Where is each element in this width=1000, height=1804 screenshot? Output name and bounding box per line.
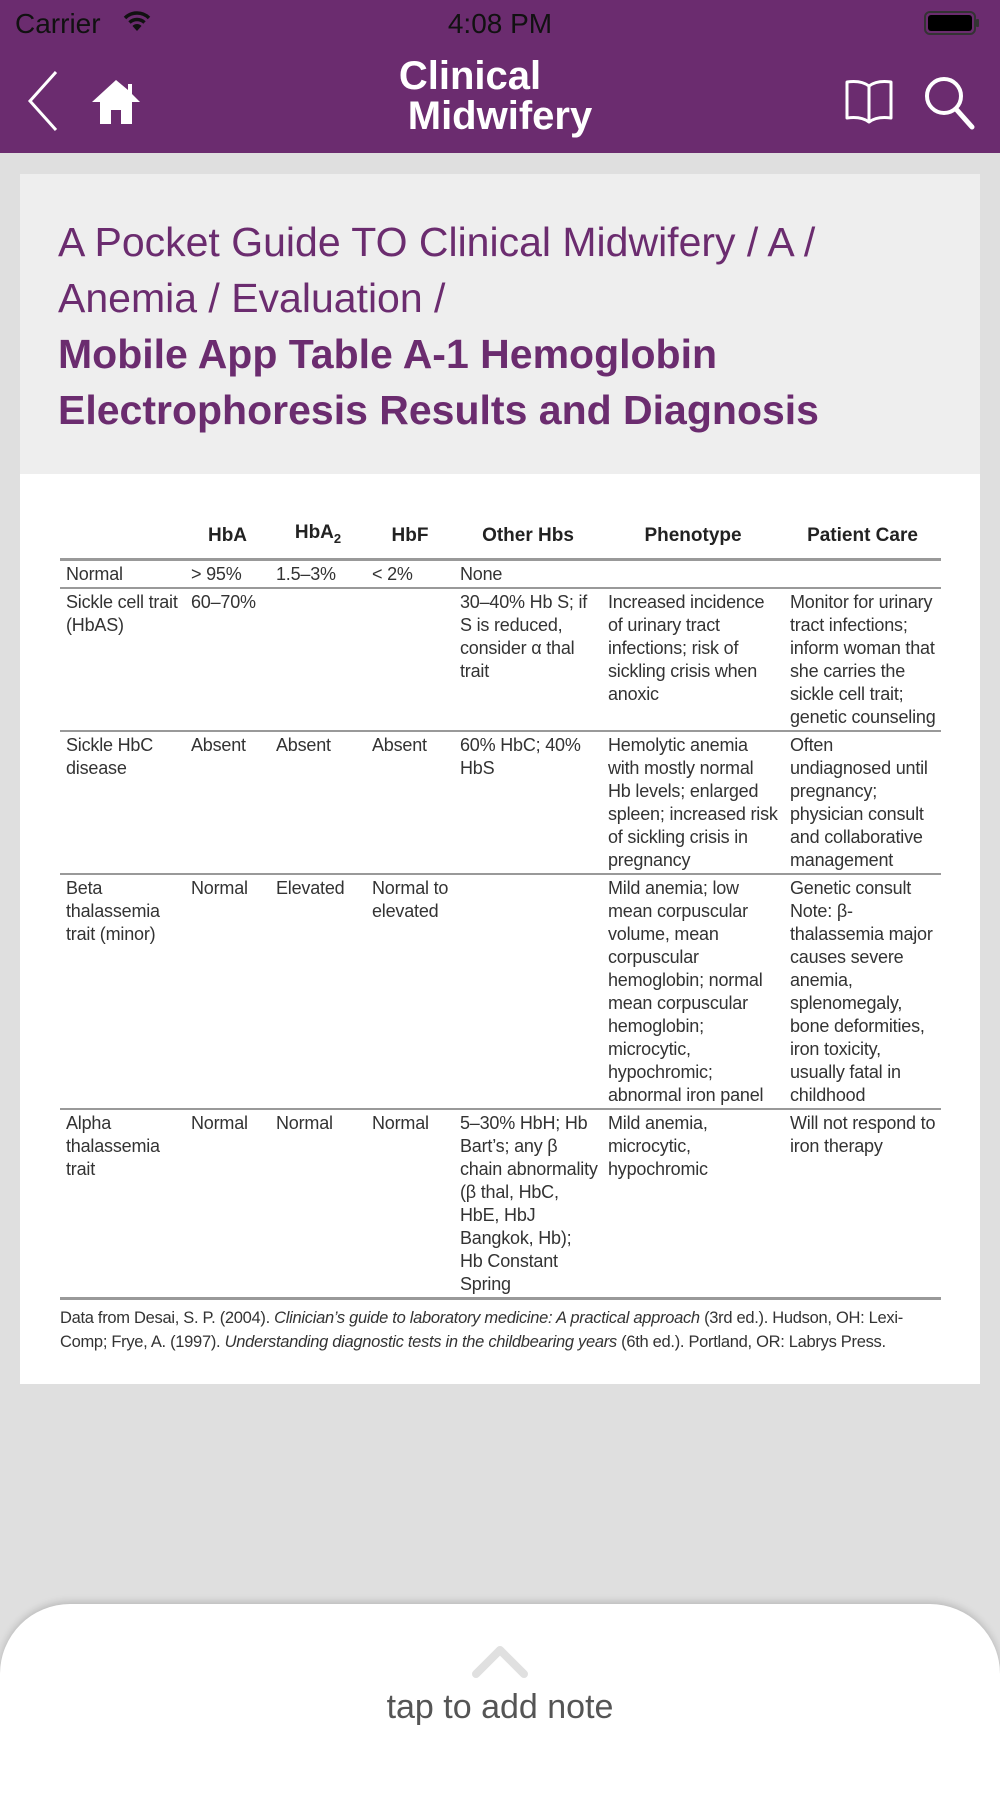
table-row — [60, 874, 941, 1109]
citation-text: (6th ed.). Portland, OR: Labrys Press. — [616, 1332, 886, 1351]
clock: 4:08 PM — [447, 8, 553, 39]
table-cell: Normal — [276, 1112, 333, 1133]
table-cell: Absent — [276, 734, 331, 755]
table-cell: Often undiagnosed until pregnancy; physician consult and collaborative management — [790, 734, 928, 870]
source-citation — [60, 1306, 940, 1354]
table-cell: Elevated — [276, 877, 345, 898]
table-cell: 5–30% HbH; Hb Bart’s; any β chain abnormality (β thal, HbC, HbE, HbJ Bangkok, Hb); Hb Constant Spring — [460, 1112, 598, 1294]
table-cell — [784, 559, 941, 588]
search-icon[interactable] — [922, 74, 976, 130]
add-note-label[interactable]: tap to add note — [386, 1688, 614, 1726]
table-cell: Absent — [372, 734, 427, 755]
table-header-row — [60, 522, 941, 559]
card-header — [20, 174, 980, 474]
table-cell: 60–70% — [191, 591, 256, 612]
row-label: Sickle HbC disease — [66, 734, 154, 778]
table-cell: Normal to elevated — [372, 877, 449, 921]
table-cell: 1.5–3% — [276, 563, 336, 584]
battery-icon — [924, 11, 980, 35]
table-cell: Hemolytic anemia with mostly normal Hb levels; enlarged spleen; increased risk of sickling crisis in pregnancy — [608, 734, 778, 870]
table-row — [60, 588, 941, 731]
table-cell: > 95% — [191, 563, 242, 584]
app-title-line2: Midwifery — [407, 94, 593, 138]
citation-text: (3rd ed.). Hudson, OH: Lexi-Comp; Frye, A. (1997). — [60, 1308, 903, 1351]
content-card — [20, 174, 980, 1384]
top-bar — [0, 0, 1000, 153]
table-cell: Will not respond to iron therapy — [790, 1112, 936, 1156]
citation-title: Understanding diagnostic tests in the childbearing years — [224, 1332, 617, 1351]
table-cell — [366, 588, 454, 731]
table-header: Phenotype — [644, 524, 742, 546]
row-label: Normal — [66, 563, 123, 584]
table-row — [60, 1109, 941, 1299]
table-header — [60, 522, 185, 559]
row-label: Alpha thalassemia trait — [66, 1112, 160, 1179]
table-cell: Genetic consult Note: β-thalassemia major causes severe anemia, splenomegaly, bone deformities, iron toxicity, usually fatal in childhood — [790, 877, 933, 1105]
table-cell: 30–40% Hb S; if S is reduced, consider α thal trait — [460, 591, 588, 681]
page-title: Mobile App Table A-1 Hemoglobin Electrophoresis Results and Diagnosis — [58, 331, 819, 433]
table-cell: 60% HbC; 40% HbS — [460, 734, 581, 778]
table-cell — [454, 874, 602, 1109]
breadcrumb[interactable]: A Pocket Guide TO Clinical Midwifery / A / Anemia / Evaluation / — [58, 219, 816, 321]
carrier-label: Carrier — [15, 8, 101, 39]
chevron-up-icon[interactable] — [472, 1644, 528, 1678]
table-cell: Mild anemia; low mean corpuscular volume, mean corpuscular hemoglobin; normal mean corpuscular hemoglobin; microcytic, hypochromic; abnormal iron panel — [608, 877, 764, 1105]
table-header: Other Hbs — [482, 524, 574, 546]
table-header: HbF — [391, 524, 429, 546]
citation-text: Data from Desai, S. P. (2004). — [60, 1308, 275, 1327]
table-header: HbA$_2$ — [294, 522, 342, 546]
table-cell: Mild anemia, microcytic, hypochromic — [608, 1112, 708, 1179]
table-header: HbA — [207, 524, 248, 546]
add-note-panel[interactable] — [0, 1604, 1000, 1804]
table-row — [60, 559, 941, 588]
book-icon[interactable] — [843, 78, 895, 126]
citation-title: Clinician’s guide to laboratory medicine: A practical approach — [274, 1308, 700, 1327]
table-cell: < 2% — [372, 563, 413, 584]
row-label: Sickle cell trait (HbAS) — [66, 591, 178, 635]
table-cell — [270, 588, 366, 731]
table-cell: Normal — [191, 877, 248, 898]
table-row — [60, 731, 941, 874]
status-bar — [0, 0, 1000, 48]
row-label: Beta thalassemia trait (minor) — [66, 877, 160, 944]
table-header: Patient Care — [807, 524, 918, 546]
table-cell: Increased incidence of urinary tract infections; risk of sickling crisis when anoxic — [608, 591, 765, 704]
table-cell: Monitor for urinary tract infections; inform woman that she carries the sickle cell trait; genetic counseling — [790, 591, 936, 727]
table-cell: Normal — [372, 1112, 429, 1133]
hemoglobin-table — [60, 522, 941, 1300]
table-cell: None — [460, 563, 503, 584]
app-title-line1: Clinical — [398, 54, 542, 98]
table-cell: Absent — [191, 734, 246, 755]
table-cell: Normal — [191, 1112, 248, 1133]
table-cell — [602, 559, 784, 588]
